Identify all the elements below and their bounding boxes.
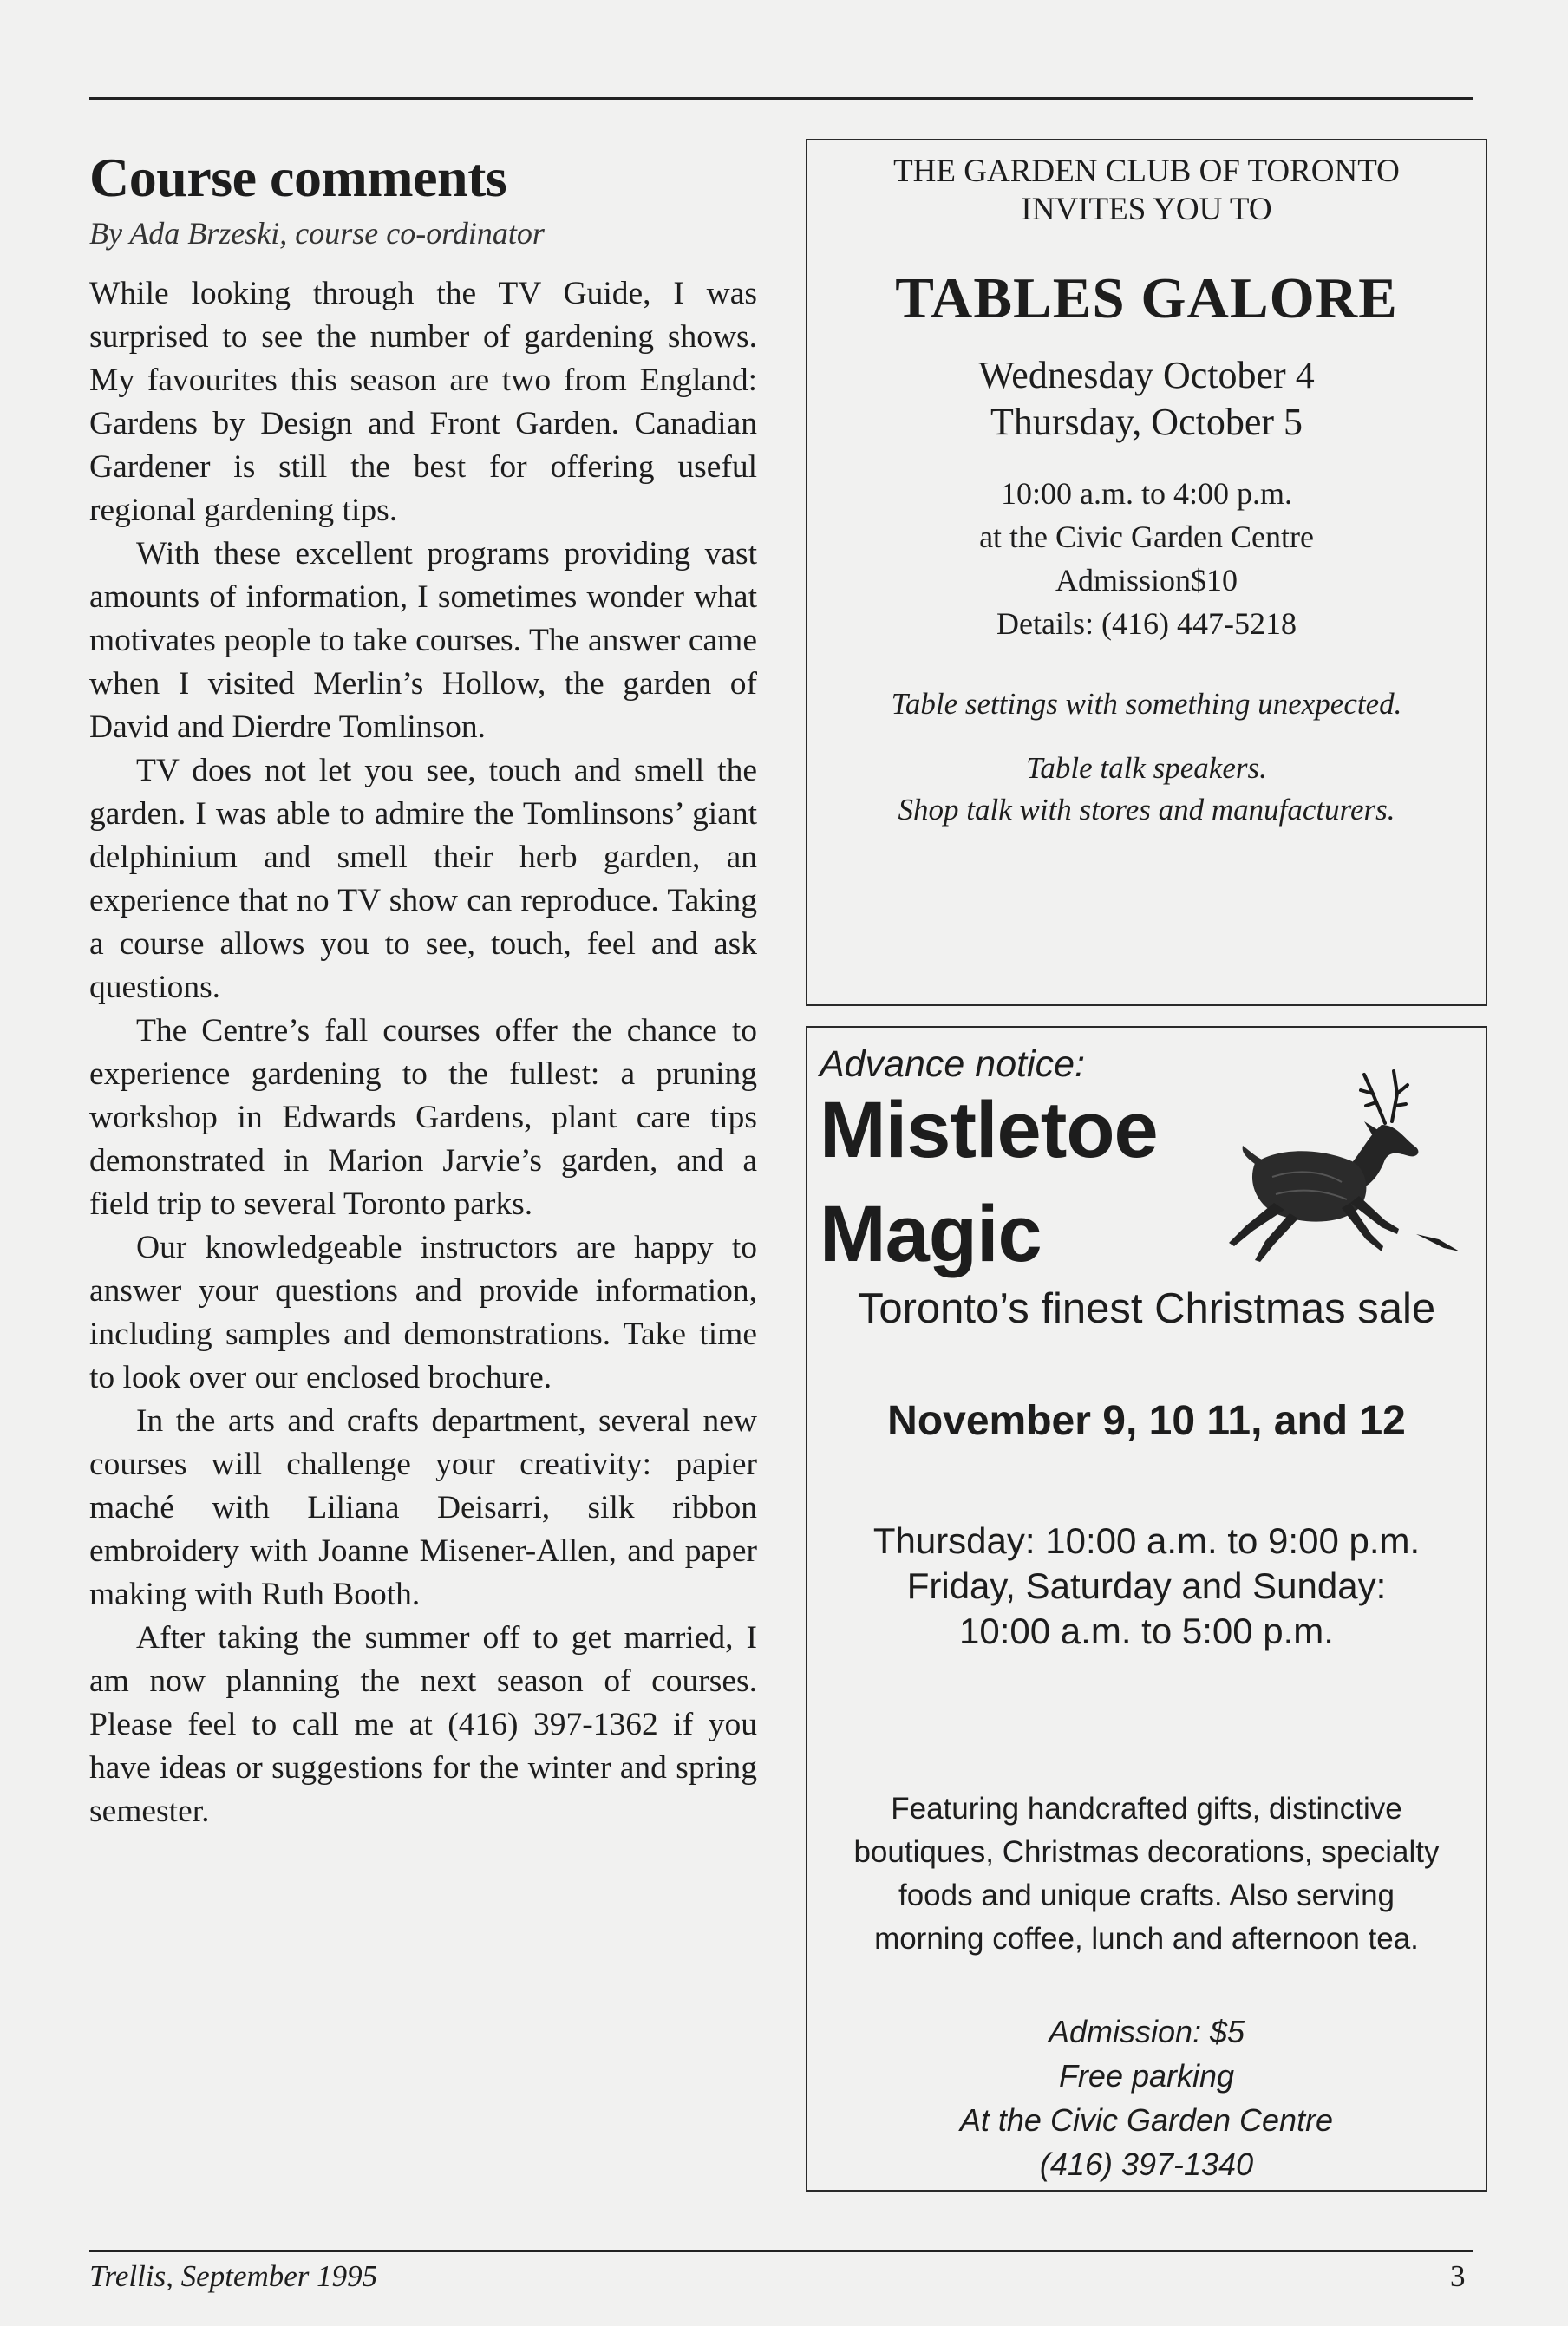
ad-details: Details: (416) 447-5218: [996, 605, 1297, 641]
ad-time: 10:00 a.m. to 4:00 p.m.: [1001, 475, 1292, 511]
ad-location: at the Civic Garden Centre: [979, 519, 1314, 554]
article-paragraph: After taking the summer off to get married, I am now planning the next season of courses. Please feel to call me at (416) 397-1362 if you have ideas or suggestions for the winter and spring semester.: [89, 1620, 757, 1830]
ad-date: Wednesday October 4: [978, 353, 1315, 396]
sale-features: Featuring handcrafted gifts, distinctive: [891, 1792, 1402, 1826]
sale-hours: 10:00 a.m. to 5:00 p.m.: [959, 1611, 1334, 1651]
article-paragraph: TV does not let you see, touch and smell the garden. I was able to admire the Tomlinsons’ giant delphinium and smell their herb garden, an experience that no TV show can reproduce. Taking a course allows you to see, touch, feel and ask questions.: [89, 753, 757, 1006]
ad-intro-line: INVITES YOU TO: [1021, 192, 1272, 227]
sale-dates: November 9, 10 11, and 12: [887, 1398, 1406, 1444]
sale-hours: Friday, Saturday and Sunday:: [906, 1565, 1387, 1606]
article-paragraph: The Centre’s fall courses offer the chance to experience gardening to the fullest: a pruning workshop in Edwards Gardens, plant care tips demonstrated in Marion Jarvie’s garden, and a field trip to several Toronto parks.: [89, 1013, 757, 1223]
article-column: [89, 147, 757, 1833]
mistletoe-magic-ad: [806, 1026, 1487, 2192]
sale-features: morning coffee, lunch and afternoon tea.: [874, 1922, 1419, 1956]
sale-admission: Admission: $5: [1048, 2014, 1245, 2049]
advance-notice-label: Advance notice:: [820, 1043, 1085, 1085]
ad-headline: TABLES GALORE: [895, 266, 1398, 330]
article-paragraph: In the arts and crafts department, several new courses will challenge your creativity: papier maché with Liliana Deisarri, silk ribbon embroidery with Joanne Misener-Allen, and paper making with Ruth Booth.: [89, 1403, 757, 1613]
ad-feature: Table talk speakers.: [1026, 750, 1267, 785]
sale-tagline: Toronto’s finest Christmas sale: [857, 1285, 1436, 1332]
leaping-deer-icon: [1212, 1055, 1463, 1264]
ad-feature: Table settings with something unexpected.: [891, 686, 1402, 721]
sale-parking: Free parking: [1058, 2058, 1235, 2094]
magic-title: Magic: [820, 1190, 1042, 1278]
top-rule: [89, 97, 1473, 100]
article-paragraph: With these excellent programs providing vast amounts of information, I sometimes wonder what motivates people to take courses. The answer came when I visited Merlin’s Hollow, the garden of David and Dierdre Tomlinson.: [89, 536, 757, 746]
article-title: Course comments: [89, 147, 507, 208]
sale-features: foods and unique crafts. Also serving: [898, 1878, 1395, 1912]
tables-galore-ad: [806, 139, 1487, 1006]
sale-venue: At the Civic Garden Centre: [959, 2102, 1334, 2138]
sale-features: boutiques, Christmas decorations, specialty: [853, 1835, 1440, 1869]
article-paragraph: While looking through the TV Guide, I was surprised to see the number of gardening shows. My favourites this season are two from England: Gardens by Design and Front Garden. Canadian Gardener is still the best for offering useful regional gardening tips.: [89, 276, 757, 529]
sale-hours: Thursday: 10:00 a.m. to 9:00 p.m.: [872, 1520, 1421, 1561]
footer-publication: Trellis, September 1995: [89, 2259, 378, 2293]
article-paragraph: Our knowledgeable instructors are happy to answer your questions and provide information, including samples and demonstrations. Take time to look over our enclosed brochure.: [89, 1230, 757, 1396]
ad-admission: Admission$10: [1055, 562, 1238, 598]
ad-intro-line: THE GARDEN CLUB OF TORONTO: [893, 154, 1400, 189]
ad-feature: Shop talk with stores and manufacturers.: [898, 792, 1395, 827]
mistletoe-title: Mistletoe: [820, 1086, 1158, 1174]
bottom-rule: [89, 2250, 1473, 2252]
page-number: 3: [1450, 2259, 1466, 2293]
ad-date: Thursday, October 5: [990, 400, 1303, 443]
article-byline: By Ada Brzeski, course co-ordinator: [89, 216, 545, 252]
sale-phone: (416) 397-1340: [1039, 2146, 1254, 2182]
